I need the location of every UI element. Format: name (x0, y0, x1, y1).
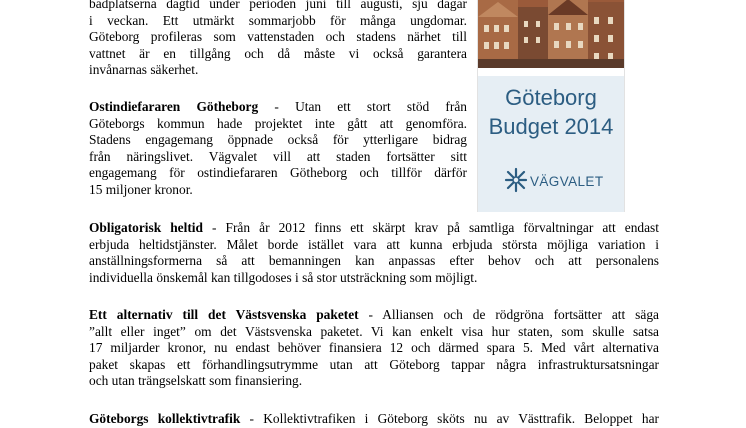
paragraph-heading: Ostindiefararen Götheborg (89, 99, 259, 114)
text-line: anställningsformerna så att bemanningen kan anpassas efter behov och att personalens (89, 253, 659, 269)
brand-name: VÄGVALET (530, 174, 604, 189)
star-icon (504, 167, 528, 193)
vagvalet-logo (504, 167, 604, 197)
paragraph-kollektivtrafik (89, 411, 659, 428)
city-photo (478, 0, 624, 68)
text-line: och utan trängselskatt som finansiering. (89, 373, 303, 389)
paragraph-heading: Ett alternativ till det Västsvenska paketet (89, 307, 359, 322)
text-line: Göteborg profileras som vattenstaden och stadens närhet till (89, 29, 467, 45)
budget-title-city: Göteborg (505, 85, 597, 110)
paragraph-vastsvenska-paketet (89, 307, 659, 390)
paragraph-heading: Göteborgs kollektivtrafik (89, 411, 241, 426)
text-line: individuella önskemål kan tillgodoses i så stor utsträckning som möjligt. (89, 269, 478, 285)
text-line: från näringslivet. Vägvalet vill att staden fortsätter sitt (89, 148, 467, 164)
text-line: engagemang för ostindiefararen Götheborg och tillför därför (89, 165, 467, 181)
text-line: Obligatorisk heltid - Från år 2012 finns ett skärpt krav på samtliga förvaltningar att endast (89, 220, 659, 235)
text-line: badplatserna dagtid under perioden juni till augusti, sju dagar (89, 0, 467, 11)
text-line: Göteborgs kollektivtrafik - Kollektivtrafiken i Göteborg sköts nu av Västtrafik. Beloppet har (89, 411, 659, 426)
text-line: 15 miljoner kronor. (89, 181, 193, 197)
paragraph-ostindiefararen (89, 99, 467, 199)
sidebar-figure (477, 0, 625, 212)
text-line: ”allt eller inget” om det Västsvenska paketet. Vi kan enkelt visa hur staten, som skulle satsa (89, 323, 659, 339)
text-line: erbjuda heltidstjänster. Målet borde istället vara att kunna erbjuda största möjliga variation i (89, 236, 659, 252)
budget-card (478, 76, 624, 212)
text-line: invånarnas säkerhet. (89, 62, 199, 78)
text-line: 17 miljarder kronor, nu endast behöver finansiera 12 och därmed spara 5. Med vårt alternativa (89, 340, 659, 356)
budget-title-year: Budget 2014 (488, 114, 614, 139)
text-line: i veckan. Ett utmärkt sommarjobb för många ungdomar. (89, 12, 467, 28)
paragraph-obligatorisk-heltid (89, 220, 659, 286)
paragraph-bathing-places (89, 0, 467, 79)
text-line: Ett alternativ till det Västsvenska paketet - Alliansen och de rödgröna fortsätter att säga (89, 307, 659, 322)
text-line: vattnet är en tillgång och då måste vi också garantera (89, 45, 467, 61)
text-line: Stadens engagemang öppnade också för ytterligare bidrag (89, 132, 467, 148)
text-line: Göteborgs kommun hade projektet inte gått att genomföra. (89, 115, 467, 131)
paragraph-heading: Obligatorisk heltid (89, 220, 203, 235)
text-line: Ostindiefararen Götheborg - Utan ett stort stöd från (89, 99, 467, 114)
text-line: paket skapas ett förhandlingsutrymme utan att Göteborg tappar några infrastruktursatsningar (89, 356, 659, 372)
